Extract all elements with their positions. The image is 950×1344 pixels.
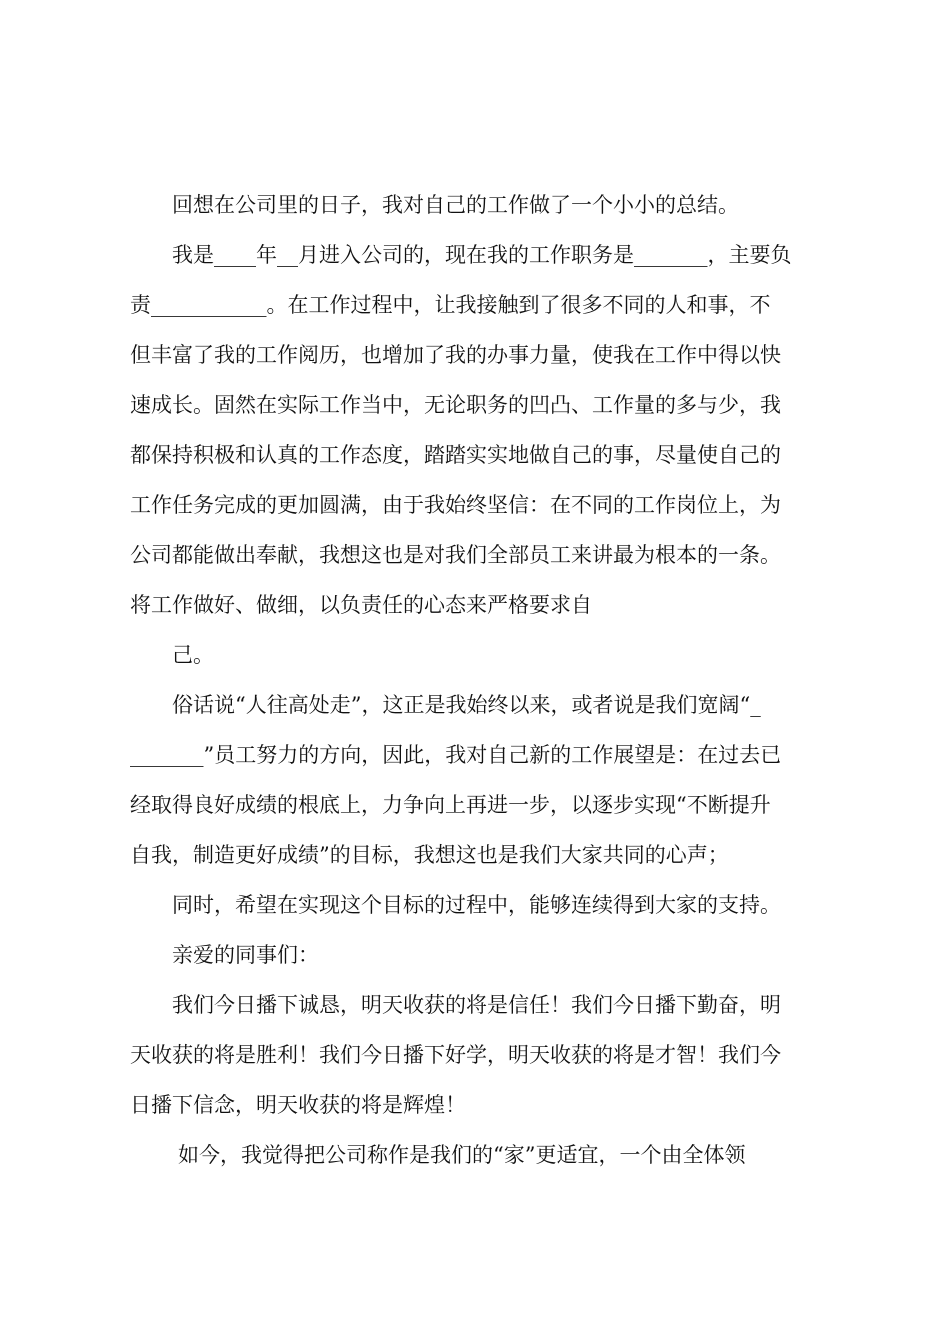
paragraph-line: 责___________。在工作过程中，让我接触到了很多不同的人和事，不 (130, 293, 771, 317)
paragraph-2 (130, 230, 830, 630)
paragraph-line: 我是____年__月进入公司的，现在我的工作职务是_______，主要负 (172, 243, 792, 267)
paragraph-line: 回想在公司里的日子，我对自己的工作做了一个小小的总结。 (172, 193, 739, 217)
paragraph-6 (130, 930, 830, 980)
paragraph-line: 速成长。固然在实际工作当中，无论职务的凹凸、工作量的多与少，我 (130, 393, 781, 417)
paragraph-line: 工作任务完成的更加圆满，由于我始终坚信：在不同的工作岗位上，为 (130, 493, 781, 517)
paragraph-1 (130, 180, 830, 230)
paragraph-line: 但丰富了我的工作阅历，也增加了我的办事力量，使我在工作中得以快 (130, 343, 781, 367)
paragraph-7 (130, 980, 830, 1130)
paragraph-line: 将工作做好、做细，以负责任的心态来严格要求自 (130, 593, 592, 617)
paragraph-line: 日播下信念，明天收获的将是辉煌！ (130, 1093, 466, 1117)
paragraph-3 (130, 630, 830, 680)
paragraph-line: 公司都能做出奉献，我想这也是对我们全部员工来讲最为根本的一条。 (130, 543, 781, 567)
paragraph-4 (130, 680, 830, 880)
paragraph-5 (130, 880, 830, 930)
paragraph-line: 都保持积极和认真的工作态度，踏踏实实地做自己的事，尽量使自己的 (130, 443, 781, 467)
paragraph-line: 俗话说“人往高处走”，这正是我始终以来，或者说是我们宽阔“_ (172, 693, 761, 717)
paragraph-line: 己。 (172, 643, 214, 667)
paragraph-line: 同时，希望在实现这个目标的过程中，能够连续得到大家的支持。 (172, 893, 781, 917)
paragraph-8 (130, 1130, 830, 1180)
paragraph-line: 如今，我觉得把公司称作是我们的“家”更适宜，一个由全体领 (178, 1143, 746, 1167)
document-body (130, 180, 830, 1180)
paragraph-line: 自我，制造更好成绩”的目标，我想这也是我们大家共同的心声； (130, 843, 729, 867)
paragraph-line: 亲爱的同事们： (172, 943, 319, 967)
paragraph-line: _______”员工努力的方向，因此，我对自己新的工作展望是：在过去已 (130, 743, 782, 767)
paragraph-line: 我们今日播下诚恳，明天收获的将是信任！我们今日播下勤奋，明 (172, 993, 781, 1017)
paragraph-line: 经取得良好成绩的根底上，力争向上再进一步，以逐步实现“不断提升 (130, 793, 771, 817)
paragraph-line: 天收获的将是胜利！我们今日播下好学，明天收获的将是才智！我们今 (130, 1043, 781, 1067)
